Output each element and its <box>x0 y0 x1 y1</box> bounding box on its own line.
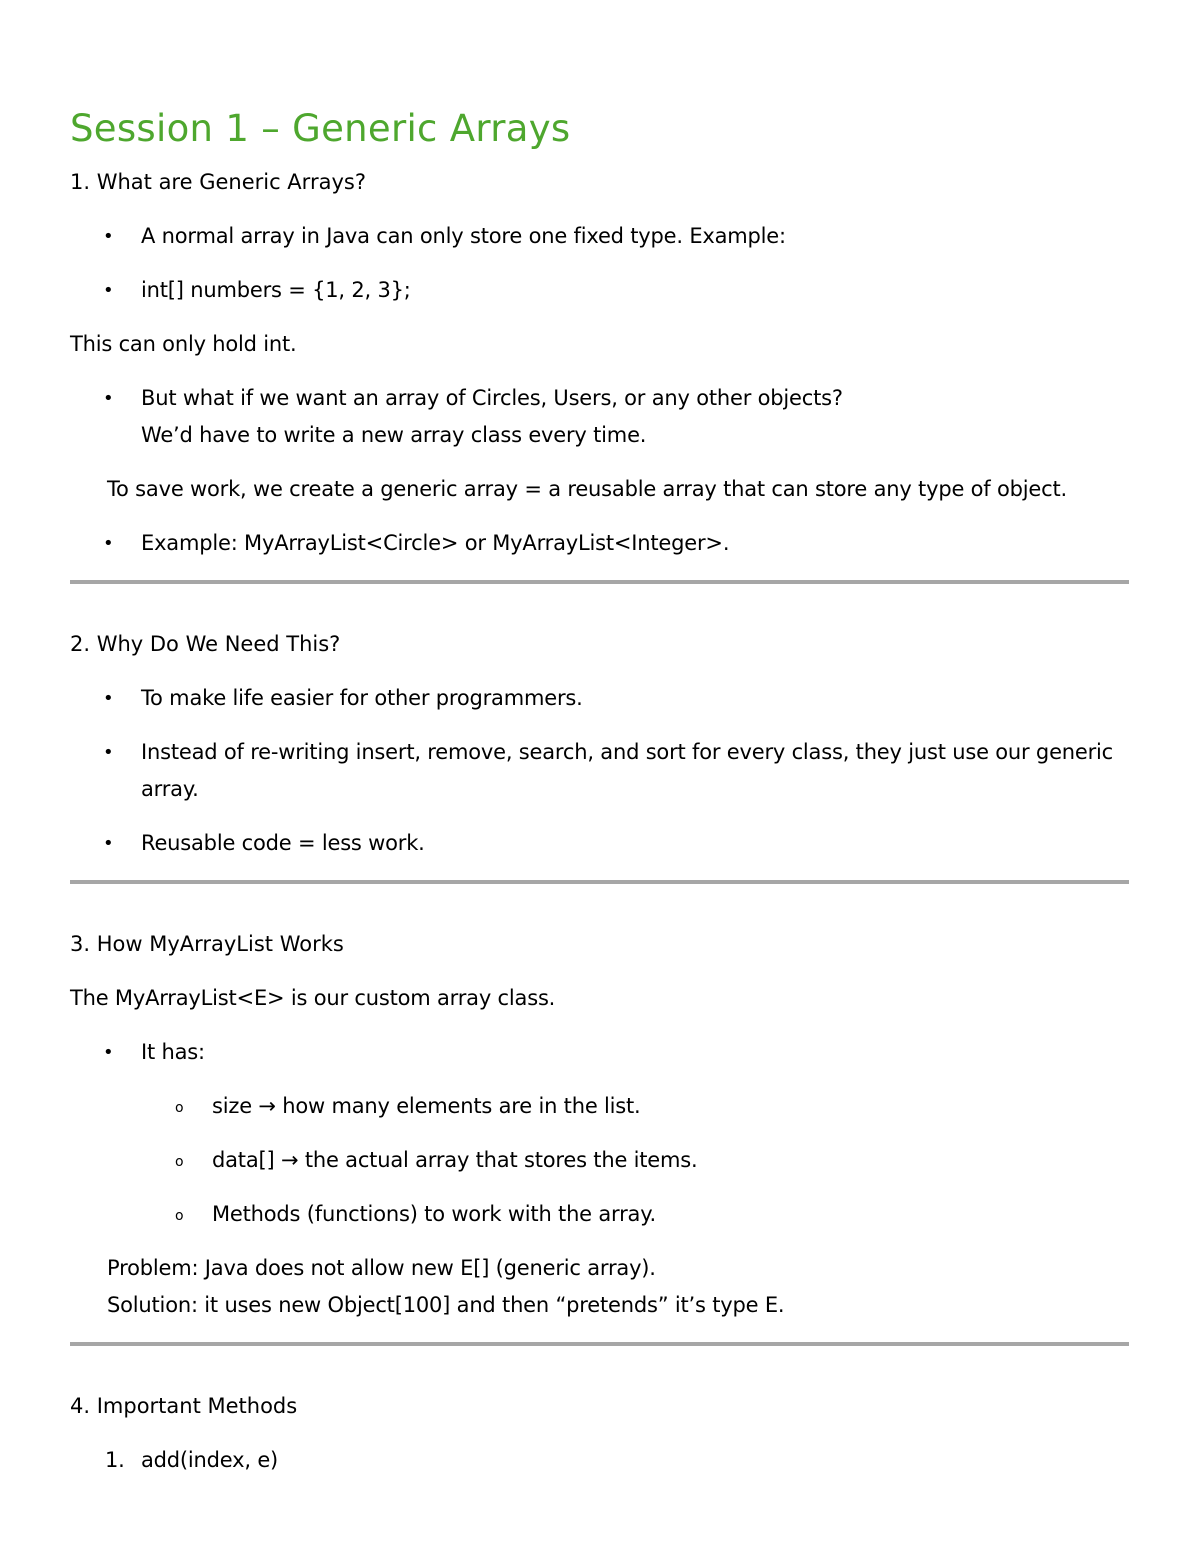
solution-text: Solution: it uses new Object[100] and then “pretends” it’s type E. <box>107 1293 785 1317</box>
list-item-text: To make life easier for other programmers. <box>141 686 583 710</box>
list-item <box>70 680 1130 717</box>
problem-text: Problem: Java does not allow new E[] (generic array). <box>107 1256 656 1280</box>
list-item-text: Reusable code = less work. <box>141 831 425 855</box>
list-item-text: Example: MyArrayList<Circle> or MyArrayList<Integer>. <box>141 531 730 555</box>
circle-bullet-icon: o <box>175 1154 184 1170</box>
list-item <box>70 218 1130 255</box>
section-1-list <box>70 218 1130 309</box>
list-item-text: size → how many elements are in the list. <box>212 1094 641 1118</box>
list-item-text: But what if we want an array of Circles, Users, or any other objects? <box>141 386 843 410</box>
paragraph: This can only hold int. <box>70 332 297 356</box>
paragraph: To save work, we create a generic array = a reusable array that can store any type of object. <box>107 477 1067 501</box>
bullet-icon: • <box>103 388 114 409</box>
list-item <box>70 1034 1130 1071</box>
horizontal-rule <box>70 880 1129 884</box>
circle-bullet-icon: o <box>175 1208 184 1224</box>
bullet-icon: • <box>103 742 114 763</box>
list-item <box>70 825 1130 862</box>
bullet-icon: • <box>103 533 114 554</box>
bullet-icon: • <box>103 280 114 301</box>
circle-bullet-icon: o <box>175 1100 184 1116</box>
numbered-item <box>70 1442 1130 1479</box>
section-1-list-3 <box>70 525 1130 562</box>
list-item-text: A normal array in Java can only store one fixed type. Example: <box>141 224 786 248</box>
bullet-icon: • <box>103 1042 114 1063</box>
list-item-text: data[] → the actual array that stores the items. <box>212 1148 698 1172</box>
section-2-list <box>70 680 1130 862</box>
bullet-icon: • <box>103 226 114 247</box>
sub-list-item <box>70 1142 1130 1179</box>
section-4-list <box>70 1442 1130 1479</box>
horizontal-rule <box>70 1342 1129 1346</box>
horizontal-rule <box>70 580 1129 584</box>
list-item-text: Instead of re-writing insert, remove, search, and sort for every class, they just use our generic array. <box>141 740 1114 801</box>
list-item <box>70 734 1130 808</box>
item-number: 1. <box>105 1448 125 1472</box>
section-1-heading: 1. What are Generic Arrays? <box>70 170 366 194</box>
list-item-text: It has: <box>141 1040 205 1064</box>
section-3-list <box>70 1034 1130 1233</box>
list-item-text: Methods (functions) to work with the array. <box>212 1202 656 1226</box>
section-1-list-2 <box>70 380 1130 454</box>
section-3-heading: 3. How MyArrayList Works <box>70 932 344 956</box>
list-item-text: add(index, e) <box>141 1448 279 1472</box>
bullet-icon: • <box>103 688 114 709</box>
section-2-heading: 2. Why Do We Need This? <box>70 632 341 656</box>
sub-list-item <box>70 1196 1130 1233</box>
list-item-text: int[] numbers = {1, 2, 3}; <box>141 278 411 302</box>
list-item <box>70 272 1130 309</box>
paragraph: The MyArrayList<E> is our custom array class. <box>70 986 556 1010</box>
section-4-heading: 4. Important Methods <box>70 1394 298 1418</box>
list-item-text: We’d have to write a new array class every time. <box>141 423 647 447</box>
list-item <box>70 380 1130 454</box>
sub-list-item <box>70 1088 1130 1125</box>
list-item <box>70 525 1130 562</box>
page-title: Session 1 – Generic Arrays <box>70 107 571 150</box>
bullet-icon: • <box>103 833 114 854</box>
problem-solution <box>70 1250 1130 1324</box>
